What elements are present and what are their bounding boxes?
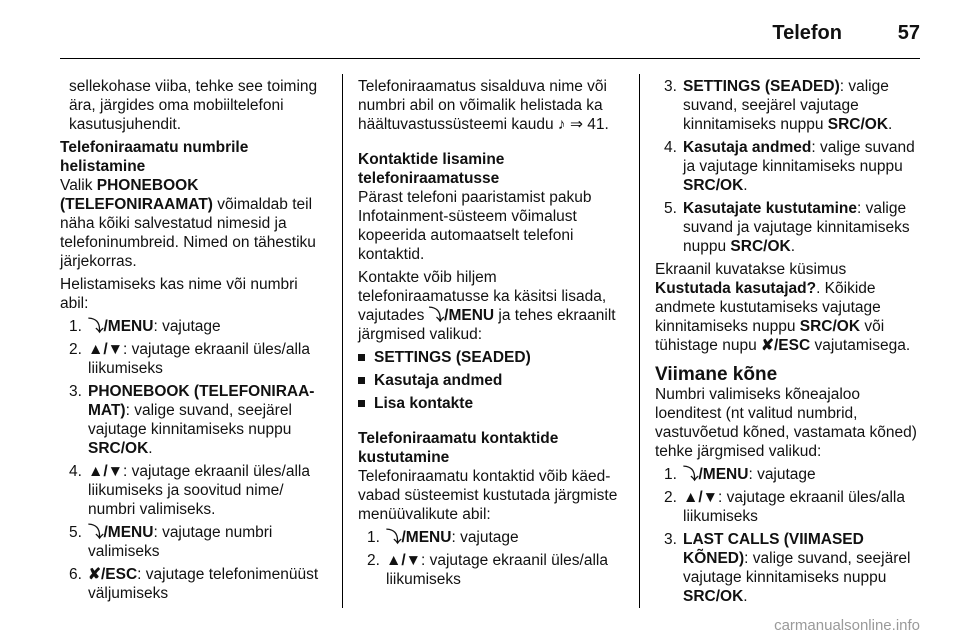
step-text: : valige suvand, seejärel vajutage kinnitamiseks nuppu (88, 402, 292, 438)
step-key: LAST CALLS (VIIMASED KÕNED) (683, 531, 864, 567)
bullet-icon (358, 400, 365, 407)
list-item (60, 382, 328, 458)
list-item (358, 394, 630, 413)
phonebook-paragraph (60, 176, 328, 271)
list-item (60, 317, 328, 336)
list-item (358, 371, 630, 390)
step-key: SRC/OK (683, 588, 744, 605)
bold-term: ⤵/MENU (428, 307, 495, 324)
step-number: 4. (664, 139, 677, 156)
step-key: ✘/ESC (88, 566, 138, 583)
step-key: ⤵/MENU (683, 466, 749, 483)
step-text: : vajutage ekraanil üles/alla liikumiseks ja soovitud nime/ numbri valimiseks. (88, 463, 310, 518)
voice-paragraph: Telefoniraamatus sisalduva nime või numbri abil on võimalik helistada ka häältuvastussüsteemi kaudu ♪ ⇒ 41. (358, 78, 609, 133)
bold-term: Kustutada kasutajad? (655, 280, 817, 297)
list-item (358, 551, 630, 589)
step-text: : vajutage numbri valimiseks (88, 524, 273, 560)
list-item (358, 528, 630, 547)
header-rule (60, 58, 920, 59)
step-key: PHONEBOOK (TELEFONIRAA-MAT) (88, 383, 315, 419)
step-text: : valige suvand ja vajutage kinnitamiseks nuppu (683, 139, 915, 175)
step-text: . (743, 177, 748, 194)
bullet-text: Lisa kontakte (374, 395, 474, 412)
step-text: . (790, 238, 796, 255)
step-number: 6. (69, 566, 82, 583)
step-key: SRC/OK (683, 177, 744, 194)
step-text: : vajutage (153, 318, 221, 335)
bullet-icon (358, 377, 365, 384)
bold-term: PHONEBOOK (TELEFONIRAAMAT) (60, 177, 213, 213)
list-item (655, 199, 923, 256)
steps-list-2 (358, 528, 630, 589)
step-number: 3. (664, 78, 677, 95)
step-key: ⤵/MENU (386, 529, 452, 546)
list-item (60, 565, 328, 603)
section-heading-last-call: Viimane kõne (655, 364, 778, 385)
step-number: 2. (664, 489, 677, 506)
step-key: Kasutajate kustutamine (683, 200, 857, 217)
list-item (655, 77, 923, 134)
step-number: 2. (367, 552, 380, 569)
call-paragraph: Helistamiseks kas nime või numbri abil: (60, 276, 298, 312)
column-3 (655, 77, 923, 610)
step-text: : vajutage ekraanil üles/alla liikumiseks (683, 489, 905, 525)
step-number: 1. (367, 529, 380, 546)
step-key: ▲/▼ (88, 341, 123, 358)
text: Valik (60, 177, 97, 194)
steps-list-3 (655, 77, 923, 256)
delete-paragraph: Telefoniraamatu kontaktid võib käed-vabad süsteemist kustutada järgmiste menüüvalikute abil: (358, 468, 618, 523)
list-item (358, 348, 630, 367)
step-text: : vajutage (451, 529, 519, 546)
bullet-list (358, 348, 630, 413)
bullet-text: Kasutaja andmed (374, 372, 503, 389)
text: Kontakte võib hiljem telefoniraamatusse ka käsitsi lisada, vajutades (358, 269, 607, 324)
step-text: : valige suvand ja vajutage kinnitamiseks nuppu (683, 200, 910, 255)
step-key: SRC/OK (88, 440, 149, 457)
step-key: SETTINGS (SEADED) (683, 78, 840, 95)
column-divider-2 (639, 74, 640, 608)
step-key: ⤵/MENU (88, 318, 154, 335)
column-divider-1 (342, 74, 343, 608)
list-item (60, 462, 328, 519)
step-number: 5. (69, 524, 82, 541)
text: vajutamisega. (810, 337, 911, 354)
last-call-paragraph: Numbri valimiseks kõneajaloo loenditest (nt valitud numbrid, vastuvõetud kõned, vastamata kõned) tehke järgmised valikud: (655, 386, 917, 460)
step-number: 1. (664, 466, 677, 483)
section-heading-delete-contacts: Telefoniraamatu kontaktide kustutamine (358, 430, 559, 466)
step-number: 5. (664, 200, 677, 217)
step-key: Kasutaja andmed (683, 139, 812, 156)
list-item (60, 340, 328, 378)
watermark: carmanualsonline.info (774, 617, 920, 634)
steps-list-4 (655, 465, 923, 606)
step-key: ▲/▼ (386, 552, 421, 569)
step-text: : valige suvand, seejärel vajutage kinnitamiseks nuppu (683, 78, 889, 133)
section-heading-call-phonebook: Telefoniraamatu numbrile helistamine (60, 139, 249, 175)
step-text: : vajutage telefonimenüüst väljumiseks (88, 566, 319, 602)
step-key: ⤵/MENU (88, 524, 154, 541)
step-text: : valige suvand, seejärel vajutage kinnitamiseks nuppu (683, 550, 911, 586)
text: ja tehes ekraanilt järgmised valikud: (358, 307, 616, 343)
step-number: 4. (69, 463, 82, 480)
page-header (0, 18, 960, 58)
text: või tühistage nupu (655, 318, 885, 354)
confirm-delete-paragraph (655, 260, 923, 355)
step-text: : vajutage (748, 466, 816, 483)
list-item (655, 465, 923, 484)
spacer (358, 138, 630, 150)
step-text: : vajutage ekraanil üles/alla liikumiseks (386, 552, 608, 588)
step-text: . (888, 116, 893, 133)
page-title: Telefon (772, 22, 842, 44)
pairing-paragraph: Pärast telefoni paaristamist pakub Infotainment-süsteem võimalust kopeerida automaatselt telefoni kontaktid. (358, 189, 592, 263)
list-item (655, 530, 923, 606)
text: Ekraanil kuvatakse küsimus (655, 261, 847, 278)
list-item (60, 523, 328, 561)
column-1 (60, 77, 328, 607)
step-number: 3. (664, 531, 677, 548)
bullet-text: SETTINGS (SEADED) (374, 349, 531, 366)
page-number: 57 (897, 22, 920, 44)
column-2 (358, 77, 630, 593)
step-number: 1. (69, 318, 82, 335)
step-key: ▲/▼ (88, 463, 123, 480)
text: . Kõikide andmete kustutamiseks vajutage kinnitamiseks nuppu (655, 280, 881, 335)
intro-paragraph: sellekohase viiba, tehke see toiming ära, järgides oma mobiiltelefoni kasutusjuhendit. (69, 78, 318, 133)
bold-term: SRC/OK (799, 318, 861, 335)
list-item (655, 138, 923, 195)
step-key: ▲/▼ (683, 489, 718, 506)
manual-add-paragraph (358, 268, 630, 344)
step-text: . (743, 588, 748, 605)
steps-list-1 (60, 317, 328, 603)
step-key: SRC/OK (827, 116, 889, 133)
bullet-icon (358, 354, 365, 361)
step-text: : vajutage ekraanil üles/alla liikumiseks (88, 341, 310, 377)
list-item (655, 488, 923, 526)
step-number: 2. (69, 341, 82, 358)
text: võimaldab teil näha kõiki salvestatud nimesid ja telefoninumbreid. Nimed on tähestiku järjekorras. (60, 196, 316, 270)
spacer (358, 417, 630, 429)
bold-term: ✘/ESC (761, 337, 811, 354)
step-text: . (148, 440, 153, 457)
step-number: 3. (69, 383, 82, 400)
section-heading-add-contacts: Kontaktide lisamine telefoniraamatusse (358, 151, 505, 187)
step-key: SRC/OK (730, 238, 791, 255)
